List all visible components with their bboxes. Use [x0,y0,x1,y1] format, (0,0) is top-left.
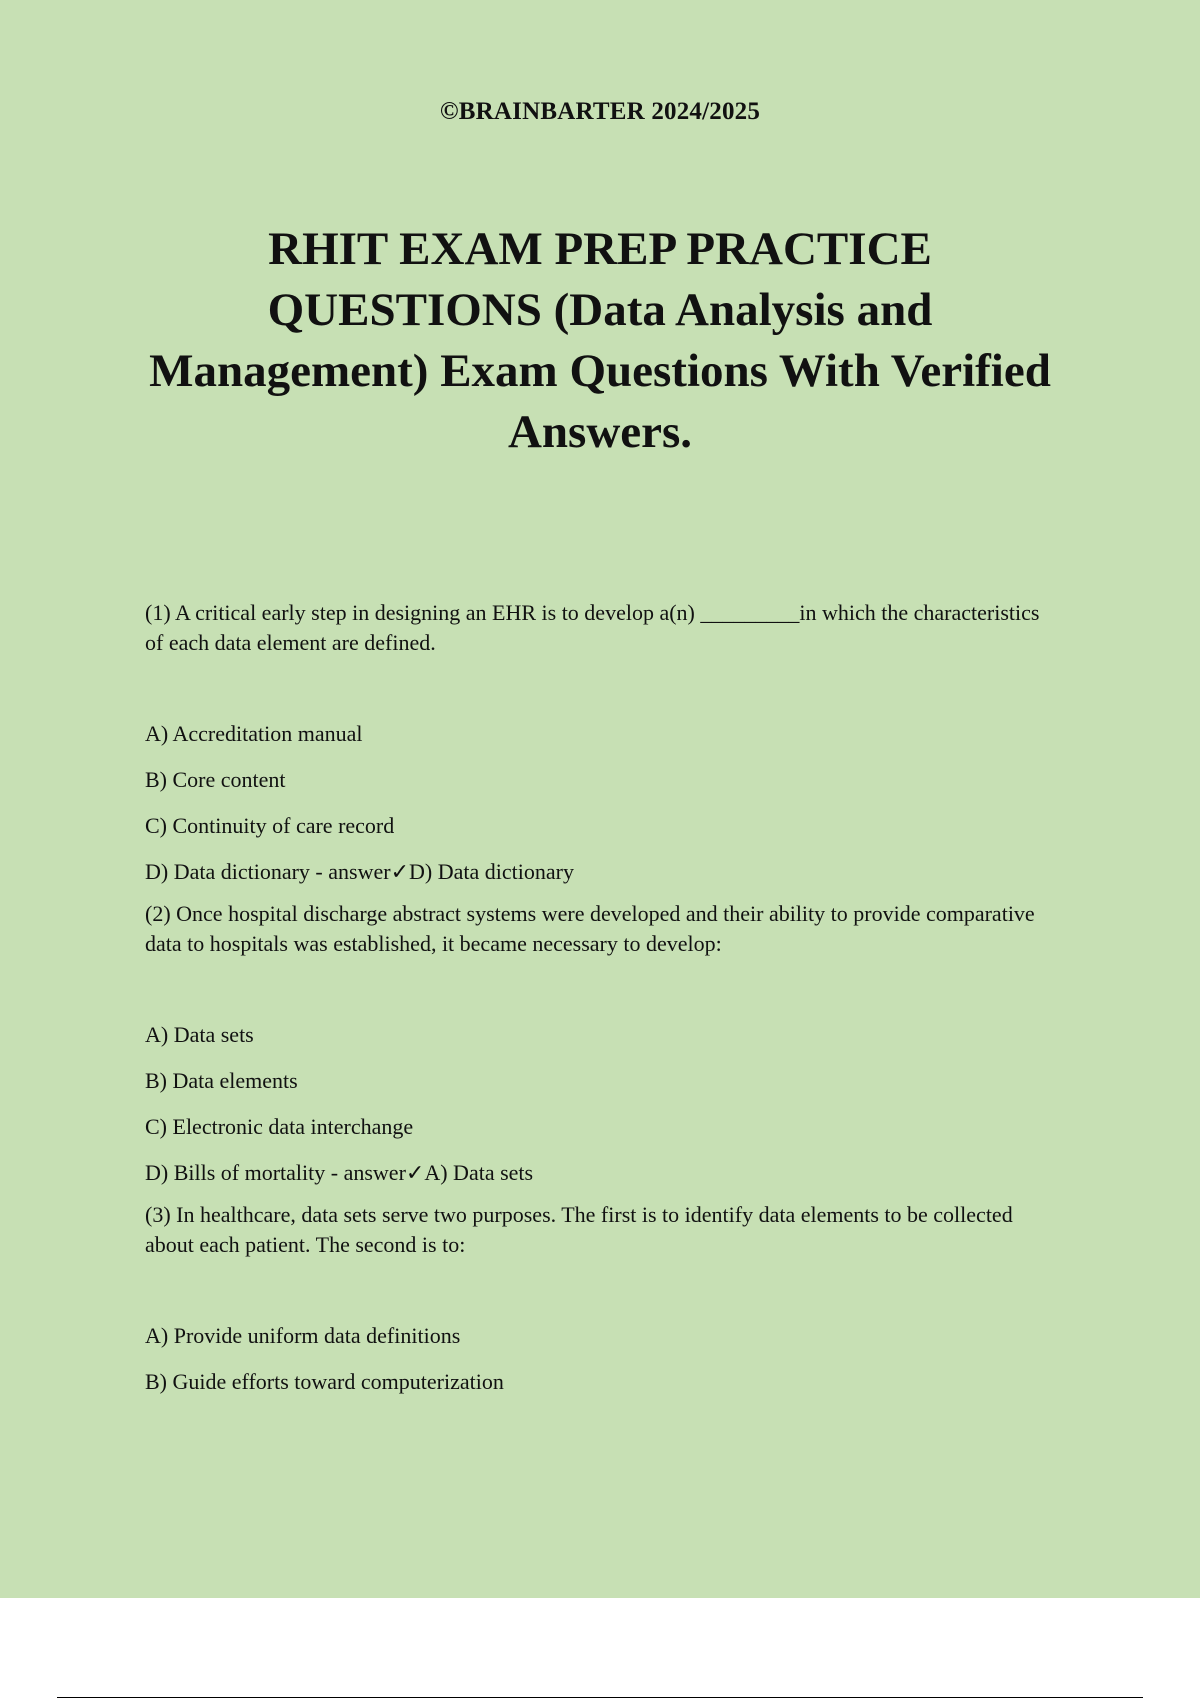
answer-option-label: D) Data dictionary - answer [145,859,391,884]
answer-option: B) Core content [145,767,286,792]
answer-option-label: D) Bills of mortality - answer [145,1160,406,1185]
answer-option: A) Accreditation manual [145,721,363,746]
answer-option: C) Electronic data interchange [145,1114,414,1139]
question-text: (3) In healthcare, data sets serve two purposes. The first is to identify data elements to be collected about each patient. The second is to: [145,1202,1013,1257]
page-divider [57,1697,1143,1698]
checkmark-icon: ✓ [390,860,410,885]
answer-option: C) Continuity of care record [145,813,395,838]
questions-section [145,598,1045,1413]
question-block [145,1200,1045,1397]
answer-option-with-key [145,1158,1045,1189]
verified-answer: A) Data sets [424,1160,534,1185]
answer-option: B) Guide efforts toward computerization [145,1369,504,1394]
question-block [145,899,1045,1189]
copyright-header: ©BRAINBARTER 2024/2025 [439,98,761,125]
verified-answer: D) Data dictionary [409,859,574,884]
answer-option-with-key [145,857,1045,888]
answer-option: B) Data elements [145,1068,298,1093]
checkmark-icon: ✓ [405,1161,425,1186]
document-title: RHIT EXAM PREP PRACTICE QUESTIONS (Data Analysis and Management) Exam Questions With Verified Answers. [149,223,1051,458]
question-block [145,598,1045,888]
question-text: (1) A critical early step in designing an EHR is to develop a(n) _________in which the characteristics of each data element are defined. [145,600,1040,655]
answer-option: A) Data sets [145,1022,254,1047]
question-text: (2) Once hospital discharge abstract systems were developed and their ability to provide comparative data to hospitals was established, it became necessary to develop: [145,901,1035,956]
answer-option: A) Provide uniform data definitions [145,1323,461,1348]
